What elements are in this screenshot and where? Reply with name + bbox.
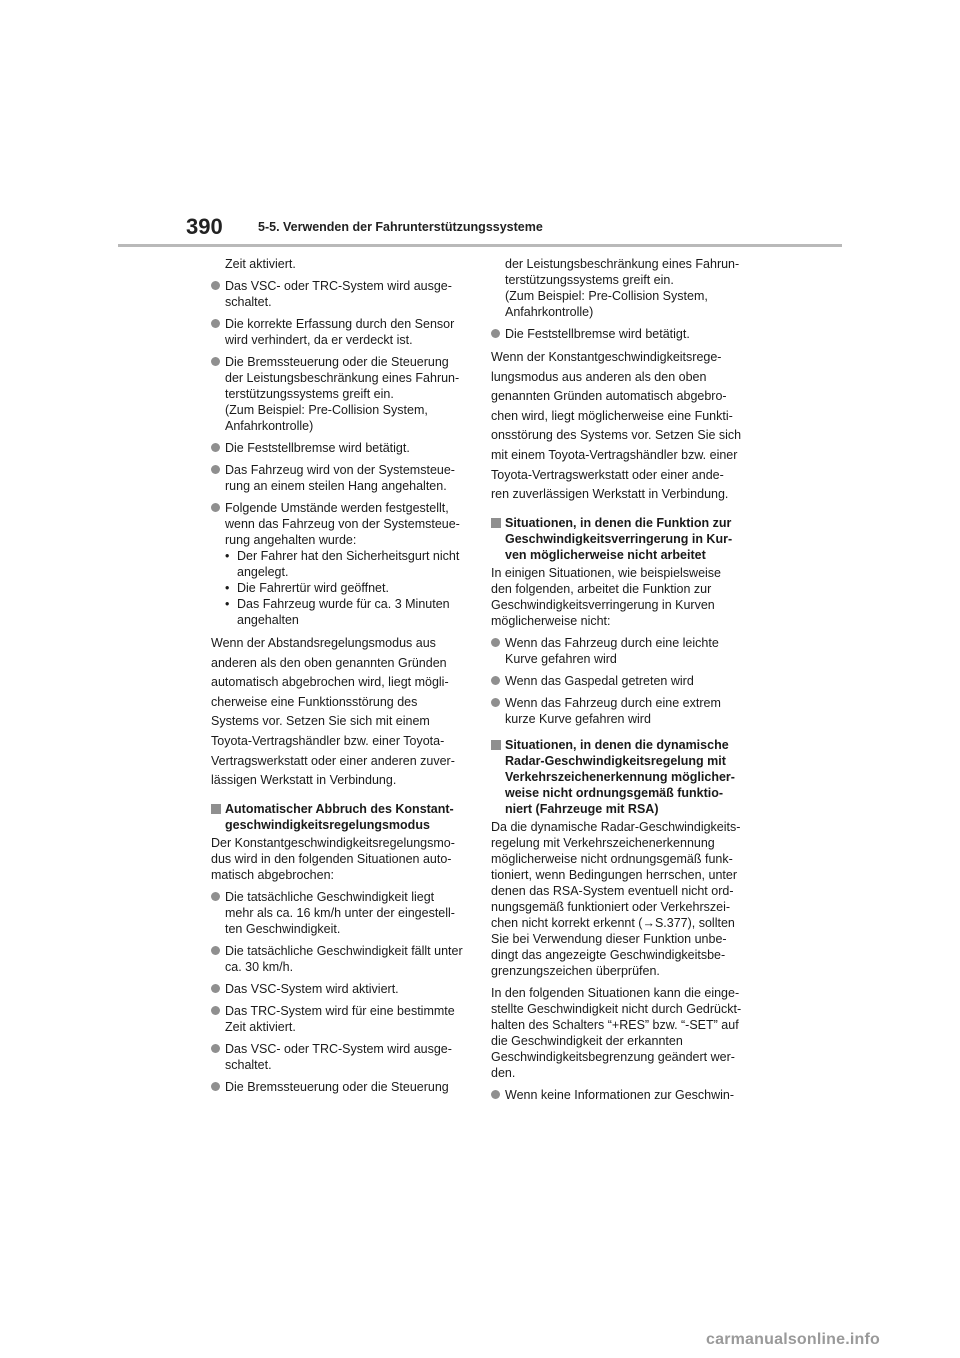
bullet-item	[211, 278, 467, 310]
bullet-item	[211, 1003, 467, 1035]
bullet-dot-icon	[211, 503, 220, 512]
bullet-text: Die tatsächliche Geschwindigkeit fällt unter ca. 30 km/h.	[225, 943, 463, 974]
bullet-text: Die Feststellbremse wird betätigt.	[225, 441, 410, 455]
sub-list-item	[211, 548, 467, 580]
bullet-dot-icon	[211, 892, 220, 901]
bullet-item	[211, 943, 467, 975]
paragraph: Wenn der Konstantgeschwindigkeitsrege- lungsmodus aus anderen als den oben genannten Gründen automatisch abgebro- chen wird, liegt möglicherweise eine Funkti- onsstörung des Systems vor. Setzen Sie sich mit einem Toyota-Vertragshändler bzw. einer Toyota-Vertragswerkstatt oder einer ande- ren zuverlässigen Werkstatt in Verbindung.	[491, 350, 742, 502]
bullet-dot-icon	[211, 1006, 220, 1015]
sub-list-item	[211, 580, 467, 596]
bullet-dot-icon	[491, 698, 500, 707]
bullet-dot-icon	[211, 946, 220, 955]
heading-square-icon	[211, 804, 221, 814]
bullet-item	[211, 981, 467, 997]
paragraph: Wenn der Abstandsregelungsmodus aus anderen als den oben genannten Gründen automatisch abgebrochen wird, liegt mögli- cherweise eine Funktionsstörung des Systems vor. Setzen Sie sich mit einem Toyota-Vertragshändler bzw. einer Toyota- Vertragswerkstatt oder einer anderen zuver- lässigen Werkstatt in Verbindung.	[211, 636, 455, 788]
bullet-text: Das VSC-System wird aktiviert.	[225, 981, 399, 996]
bullet-text: Die korrekte Erfassung durch den Sensor wird verhindert, da er verdeckt ist.	[225, 317, 455, 347]
bullet-item	[491, 695, 753, 727]
bullet-dot-icon	[211, 281, 220, 290]
bullet-text: Die Feststellbremse wird betätigt.	[505, 327, 690, 341]
bullet-text: Das TRC-System wird für eine bestimmte Zeit aktiviert.	[225, 1003, 455, 1034]
bullet-text: Das VSC- oder TRC-System wird ausge- schaltet.	[225, 279, 452, 309]
bullet-dot-icon	[211, 443, 220, 452]
left-column	[211, 256, 467, 1101]
bullet-text: Wenn das Fahrzeug durch eine extrem kurze Kurve gefahren wird	[505, 695, 721, 726]
heading-text: Situationen, in denen die Funktion zur Geschwindigkeitsverringerung in Kur- ven möglicherweise nicht arbeitet	[505, 515, 733, 562]
bullet-item	[491, 673, 753, 689]
sub-list-text: Der Fahrer hat den Sicherheitsgurt nicht angelegt.	[237, 549, 460, 579]
bullet-dot-icon	[211, 984, 220, 993]
bullet-text: Wenn keine Informationen zur Geschwin-	[505, 1087, 735, 1102]
heading-square-icon	[491, 740, 501, 750]
sub-list-item	[211, 596, 467, 628]
bullet-dot-icon	[211, 1044, 220, 1053]
sub-bullet-marker: •	[225, 549, 230, 563]
bullet-item	[211, 462, 467, 494]
header-rule	[118, 244, 842, 247]
bullet-dot-icon	[211, 319, 220, 328]
bullet-item	[211, 354, 467, 434]
paragraph: In einigen Situationen, wie beispielsweise den folgenden, arbeitet die Funktion zur Geschwindigkeitsverringerung in Kurven möglicherweise nicht:	[491, 565, 722, 628]
paragraph: Da die dynamische Radar-Geschwindigkeits- regelung mit Verkehrszeichenerkennung möglicherweise nicht ordnungsgemäß funk- tioniert, wenn Bedingungen herrschen, unter denen das RSA-System eventuell nicht ord- nungsgemäß funktioniert oder Verkehrszei- chen nicht korrekt erkennt (→S.377), sollten Sie bei Verwendung dieser Funktion unbe- dingt das angezeigte Geschwindigkeitsbe- grenzungszeichen überprüfen.	[491, 819, 741, 978]
bullet-item	[491, 1087, 753, 1103]
bullet-item	[211, 440, 467, 456]
page-number: 390	[186, 214, 223, 239]
bullet-text: Folgende Umstände werden festgestellt, wenn das Fahrzeug von der Systemsteue- rung angehalten wurde:	[225, 501, 460, 547]
bullet-text: Das Fahrzeug wird von der Systemsteue- rung an einem steilen Hang angehalten.	[225, 463, 455, 493]
paragraph: Der Konstantgeschwindigkeitsregelungsmo- dus wird in den folgenden Situationen auto- matisch abgebrochen:	[211, 835, 455, 882]
continued-text: der Leistungsbeschränkung eines Fahrun- terstützungssystems greift ein. (Zum Beispiel: Pre-Collision System, Anfahrkontrolle)	[505, 257, 740, 319]
watermark[interactable]: carmanualsonline.info	[706, 1331, 881, 1348]
bullet-dot-icon	[211, 465, 220, 474]
bullet-dot-icon	[491, 329, 500, 338]
bullet-text: Wenn das Fahrzeug durch eine leichte Kurve gefahren wird	[505, 635, 719, 666]
bullet-item	[211, 1079, 467, 1095]
bullet-item	[211, 889, 467, 937]
sub-bullet-marker: •	[225, 597, 230, 611]
bullet-text: Die tatsächliche Geschwindigkeit liegt mehr als ca. 16 km/h unter der eingestell- ten Geschwindigkeit.	[225, 889, 455, 936]
bullet-dot-icon	[491, 1090, 500, 1099]
bullet-text: Das VSC- oder TRC-System wird ausge- schaltet.	[225, 1041, 452, 1072]
heading-text: Situationen, in denen die dynamische Radar-Geschwindigkeitsregelung mit Verkehrszeichenerkennung möglicher- weise nicht ordnungsgemäß funktio- niert (Fahrzeuge mit RSA)	[505, 737, 735, 816]
sub-bullet-marker: •	[225, 581, 230, 595]
section-title: 5-5. Verwenden der Fahrunterstützungssysteme	[258, 220, 543, 234]
bullet-item	[491, 326, 753, 342]
bullet-item	[211, 500, 467, 548]
bullet-dot-icon	[491, 676, 500, 685]
bullet-dot-icon	[211, 1082, 220, 1091]
bullet-text: Wenn das Gaspedal getreten wird	[505, 673, 694, 688]
heading-square-icon	[491, 518, 501, 528]
bullet-item	[211, 316, 467, 348]
bullet-text: Die Bremssteuerung oder die Steuerung der Leistungsbeschränkung eines Fahrun- terstützungssystems greift ein. (Zum Beispiel: Pre-Collision System, Anfahrkontrolle)	[225, 355, 460, 433]
section-heading	[491, 737, 753, 817]
section-heading	[211, 801, 467, 833]
sub-list-text: Die Fahrertür wird geöffnet.	[237, 581, 389, 595]
bullet-item	[491, 635, 753, 667]
continued-text: Zeit aktiviert.	[225, 257, 296, 271]
heading-text: Automatischer Abbruch des Konstant- geschwindigkeitsregelungsmodus	[225, 801, 454, 832]
bullet-dot-icon	[211, 357, 220, 366]
bullet-text: Die Bremssteuerung oder die Steuerung	[225, 1079, 449, 1094]
bullet-item	[211, 1041, 467, 1073]
bullet-dot-icon	[491, 638, 500, 647]
paragraph: In den folgenden Situationen kann die einge- stellte Geschwindigkeit nicht durch Gedrückt- halten des Schalters “+RES” bzw. “-SET” auf die Geschwindigkeit der erkannten Geschwindigkeitsbegrenzung geändert wer- den.	[491, 985, 742, 1080]
section-heading	[491, 515, 753, 563]
sub-list-text: Das Fahrzeug wurde für ca. 3 Minuten angehalten	[237, 597, 450, 627]
right-column	[491, 256, 753, 1109]
